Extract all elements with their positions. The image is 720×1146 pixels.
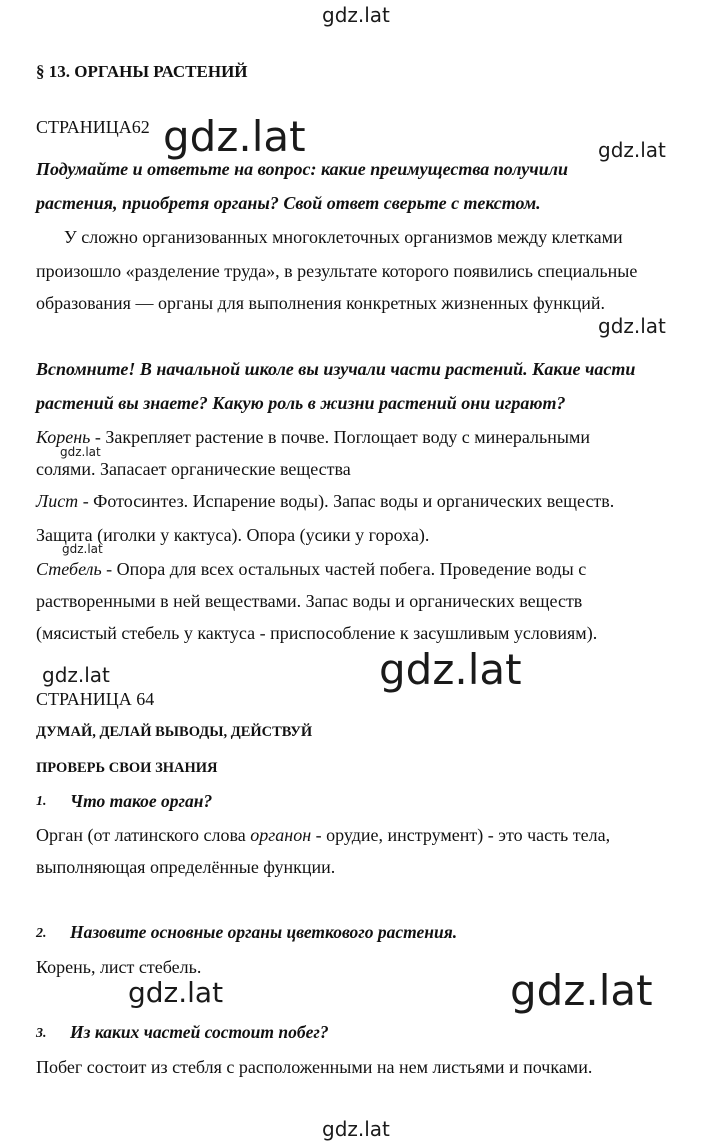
watermark-right-2: gdz.lat [598, 314, 666, 338]
answer-think-line3: образования — органы для выполнения конкретных жизненных функций. [36, 293, 606, 313]
stem-text-1: - Опора для всех остальных частей побега. Проведение воды с [101, 559, 587, 579]
root-line1 [36, 426, 590, 448]
answer-3-line1: Побег состоит из стебля с расположенными на нем листьями и почками. [36, 1057, 593, 1077]
watermark-medium: gdz.lat [128, 976, 224, 1009]
stem-line1 [36, 558, 586, 580]
leaf-text-1: - Фотосинтез. Испарение воды). Запас воды и органических веществ. [78, 491, 615, 511]
leaf-term: Лист [36, 491, 79, 511]
question-1-text: Что такое орган? [70, 791, 213, 811]
watermark-left: gdz.lat [42, 663, 110, 687]
page-64-label: СТРАНИЦА 64 [36, 689, 155, 709]
answer-1-line1 [36, 824, 610, 846]
watermark-tiny-1: gdz.lat [60, 445, 101, 459]
page-62-label: СТРАНИЦА62 [36, 117, 150, 137]
leaf-line1 [36, 490, 614, 512]
heading-check: ПРОВЕРЬ СВОИ ЗНАНИЯ [36, 760, 218, 776]
stem-term: Стебель [36, 559, 102, 579]
question-3-number: 3. [36, 1026, 47, 1041]
leaf-line2: Защита (иголки у кактуса). Опора (усики у гороха). [36, 525, 430, 545]
answer-think-line2: произошло «разделение труда», в результате которого появились специальные [36, 261, 638, 281]
watermark-large-1: gdz.lat [163, 112, 306, 161]
watermark-large-2: gdz.lat [379, 645, 522, 694]
answer-1-part-a: Орган (от латинского слова [36, 825, 251, 845]
question-2-number: 2. [36, 926, 47, 941]
heading-think: ДУМАЙ, ДЕЛАЙ ВЫВОДЫ, ДЕЙСТВУЙ [36, 724, 313, 740]
question-remember-line1: Вспомните! В начальной школе вы изучали части растений. Какие части [36, 359, 636, 379]
question-2-text: Назовите основные органы цветкового растения. [70, 922, 458, 942]
watermark-top: gdz.lat [322, 3, 390, 27]
stem-line2: растворенными в ней веществами. Запас воды и органических веществ [36, 591, 583, 611]
root-line2: солями. Запасает органические вещества [36, 459, 351, 479]
question-think-line1: Подумайте и ответьте на вопрос: какие преимущества получили [36, 159, 568, 179]
answer-think-line1: У сложно организованных многоклеточных организмов между клетками [64, 227, 623, 247]
answer-1-part-b: - орудие, инструмент) - это часть тела, [311, 825, 611, 845]
answer-1-term: органон [250, 825, 312, 845]
watermark-bottom: gdz.lat [322, 1117, 390, 1141]
question-1-number: 1. [36, 794, 47, 809]
stem-line3: (мясистый стебель у кактуса - приспособление к засушливым условиям). [36, 623, 598, 643]
watermark-right-1: gdz.lat [598, 138, 666, 162]
root-text-1: - Закрепляет растение в почве. Поглощает воду с минеральными [90, 427, 590, 447]
watermark-large-3: gdz.lat [510, 966, 653, 1015]
section-title: § 13. ОРГАНЫ РАСТЕНИЙ [36, 62, 248, 81]
question-3-text: Из каких частей состоит побег? [70, 1022, 329, 1042]
answer-1-line2: выполняющая определённые функции. [36, 857, 336, 877]
question-think-line2: растения, приобретя органы? Свой ответ сверьте с текстом. [36, 193, 541, 213]
answer-2-line1: Корень, лист стебель. [36, 957, 202, 977]
root-term: Корень [36, 427, 91, 447]
question-remember-line2: растений вы знаете? Какую роль в жизни растений они играют? [36, 393, 566, 413]
watermark-tiny-2: gdz.lat [62, 542, 103, 556]
